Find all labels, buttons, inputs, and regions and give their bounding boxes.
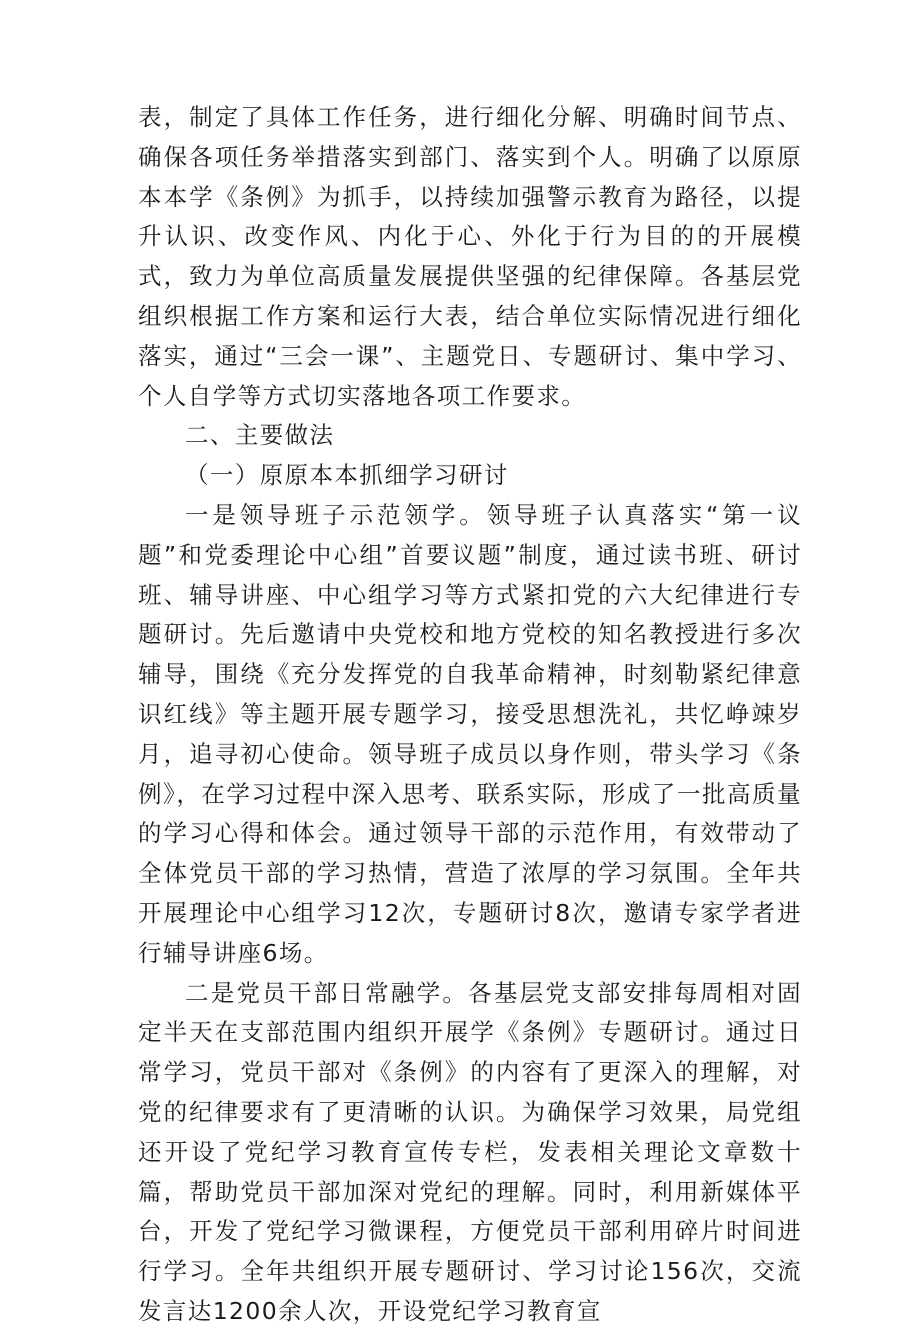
- subsection-heading-study: （一）原原本本抓细学习研讨: [185, 461, 509, 490]
- document-body: [138, 98, 802, 1332]
- paragraph-members-study: 二是党员干部日常融学。各基层党支部安排每周相对固定半天在支部范围内组织开展学《条例》专题研讨。通过日常学习，党员干部对《条例》的内容有了更深入的理解，对党的纪律要求有了更清晰的认识。为确保学习效果，局党组还开设了党纪学习教育宣传专栏，发表相关理论文章数十篇，帮助党员干部加深对党纪的理解。同时，利用新媒体平台，开发了党纪学习微课程，方便党员干部利用碎片时间进行学习。全年共组织开展专题研讨、学习讨论156次，交流发言达1200余人次，开设党纪学习教育宣: [138, 978, 802, 1325]
- section-heading-main-practices: 二、主要做法: [185, 421, 335, 450]
- paragraph-leadership-study: 一是领导班子示范领学。领导班子认真落实“第一议题”和党委理论中心组”首要议题”制度，通过读书班、研讨班、辅导讲座、中心组学习等方式紧扣党的六大纪律进行专题研讨。先后邀请中央党校和地方党校的知名教授进行多次辅导，围绕《充分发挥党的自我革命精神，时刻勒紧纪律意识红线》等主题开展专题学习，接受思想洗礼，共忆峥竦岁月，追寻初心使命。领导班子成员以身作则，带头学习《条例》，在学习过程中深入思考、联系实际，形成了一批高质量的学习心得和体会。通过领导干部的示范作用，有效带动了全体党员干部的学习热情，营造了浓厚的学习氛围。全年共开展理论中心组学习12次，专题研讨8次，邀请专家学者进行辅导讲座6场。: [138, 500, 802, 967]
- paragraph-work-plan: 表，制定了具体工作任务，进行细化分解、明确时间节点、确保各项任务举措落实到部门、落实到个人。明确了以原原本本学《条例》为抓手，以持续加强警示教育为路径，以提升认识、改变作风、内化于心、外化于行为目的的开展模式，致力为单位高质量发展提供坚强的纪律保障。各基层党组织根据工作方案和运行大表，结合单位实际情况进行细化落实，通过“三会一课”、主题党日、专题研讨、集中学习、个人自学等方式切实落地各项工作要求。: [138, 103, 802, 410]
